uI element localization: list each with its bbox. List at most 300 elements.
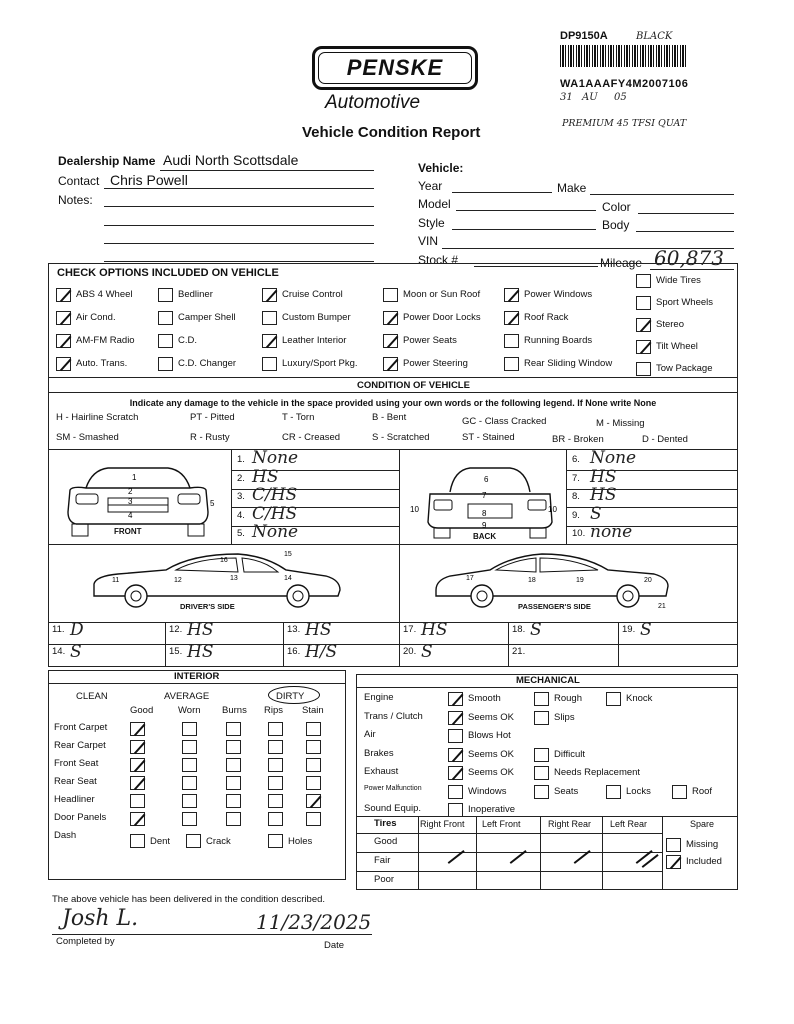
interior-row-door-panels: Door Panels [54,812,107,823]
svg-text:19: 19 [576,577,584,584]
mech-trans-clutch-slips-checkbox[interactable] [534,711,549,725]
mech-exhaust-seems-ok-checkbox[interactable] [448,766,463,780]
options-heading: CHECK OPTIONS INCLUDED ON VEHICLE [57,267,279,279]
side-entry-value[interactable]: S [70,642,82,662]
option-c-d-changer-checkbox[interactable] [158,357,173,371]
svg-text:4: 4 [128,511,133,520]
tires-col-rule [476,816,477,890]
option-air-cond-checkbox[interactable] [56,311,71,325]
option-rear-sliding-window-checkbox[interactable] [504,357,519,371]
svg-text:3: 3 [128,497,133,506]
option-tow-package-label: Tow Package [656,363,713,374]
driver-view-label: DRIVER'S SIDE [180,602,235,611]
interior-rear-carpet-burns-checkbox[interactable] [226,740,241,754]
option-rear-sliding-window-label: Rear Sliding Window [524,358,613,369]
side-entry-value[interactable]: S [530,620,542,640]
mech-exhaust-needs-replacement-label: Needs Replacement [554,767,641,778]
option-cruise-control-label: Cruise Control [282,289,343,300]
interior-col-stain: Stain [302,705,324,716]
interior-rear-carpet-good-checkbox[interactable] [130,740,145,754]
tires-col-spare: Spare [690,819,715,829]
side-entry-value[interactable]: D [70,620,84,640]
body-line [636,231,734,232]
option-auto-trans-checkbox[interactable] [56,357,71,371]
side-entry-value[interactable]: HS [421,620,448,640]
year-label: Year [418,179,443,193]
interior-row-headliner: Headliner [54,794,95,805]
svg-text:9: 9 [482,521,487,530]
side-entry-number: 16. [287,646,301,657]
svg-text:12: 12 [174,577,182,584]
back-entry-number: 6. [572,454,580,465]
tires-col-right-rear: Right Rear [548,819,592,829]
tires-row-rule [356,833,662,834]
average-label: AVERAGE [164,691,210,702]
side-entry-number: 19. [622,624,636,635]
back-entries-divider [566,449,567,544]
option-abs-4-wheel-label: ABS 4 Wheel [76,289,133,300]
option-bedliner-checkbox[interactable] [158,288,173,302]
mechanical-heading-rule [356,687,738,688]
front-entry-value[interactable]: HS [252,466,279,487]
mech-sound-equip-inoperative-checkbox[interactable] [448,803,463,817]
vin-barcode-text: WA1AAAFY4M2007106 [560,78,689,90]
mech-brakes-difficult-checkbox[interactable] [534,748,549,762]
notes-label: Notes: [58,193,93,207]
option-camper-shell-checkbox[interactable] [158,311,173,325]
option-roof-rack-checkbox[interactable] [504,311,519,325]
signature[interactable]: Josh L. [62,906,139,931]
interior-headliner-good-checkbox[interactable] [130,794,145,808]
barcode-meta-3: 05 [614,92,627,103]
car-passenger-side-diagram [432,550,672,610]
side-entry-divider [283,622,284,667]
back-entry-value[interactable]: S [590,503,602,524]
svg-text:18: 18 [528,577,536,584]
side-entry-number: 18. [512,624,526,635]
date-label: Date [324,940,345,951]
back-view-label: BACK [473,532,497,541]
dealership-value[interactable]: Audi North Scottsdale [163,152,299,168]
dirty-circle [268,686,320,704]
mech-row-brakes: Brakes [364,747,394,759]
dash-holes-checkbox[interactable] [268,834,283,848]
mech-row-trans-clutch: Trans / Clutch [364,710,423,722]
front-entry-value[interactable]: None [252,448,299,468]
option-stereo-checkbox[interactable] [636,318,651,332]
side-entry-value[interactable]: H/S [305,642,338,662]
mech-row-exhaust: Exhaust [364,766,399,777]
signature-line [52,934,372,935]
mech-power-malfunction-windows-label: Windows [468,785,507,797]
brand-subtitle: Automotive [325,92,421,113]
mech-power-malfunction-seats-label: Seats [554,785,579,797]
tires-col-left-rear: Left Rear [610,819,648,829]
side-entry-number: 12. [169,624,183,635]
options-bottom-rule [48,377,738,378]
trim-text: PREMIUM 45 TFSI QUAT [562,118,687,129]
legend-item: BR - Broken [552,434,604,445]
diagram-divider-h3 [48,644,738,645]
interior-front-carpet-worn-checkbox[interactable] [182,722,197,736]
back-entry-number: 8. [572,491,580,502]
year-line [452,192,552,193]
contact-label: Contact [58,174,100,188]
front-entry-value[interactable]: C/HS [252,485,298,505]
side-entry-number: 21. [512,646,526,657]
side-entry-divider [618,622,619,667]
option-camper-shell-label: Camper Shell [178,312,236,323]
spare-missing-label: Missing [686,839,719,850]
svg-text:14: 14 [284,575,292,582]
interior-front-seat-worn-checkbox[interactable] [182,758,197,772]
option-auto-trans-label: Auto. Trans. [76,358,128,369]
tires-col-rule [662,816,663,890]
model-line [456,210,596,211]
form-code: DP9150A [560,30,608,42]
mechanical-heading: MECHANICAL [516,675,580,686]
mech-brakes-seems-ok-checkbox[interactable] [448,748,463,762]
mech-trans-clutch-seems-ok-checkbox[interactable] [448,711,463,725]
mech-brakes-seems-ok-label: Seems OK [468,748,514,760]
contact-value[interactable]: Chris Powell [110,172,188,188]
body-label: Body [602,218,630,232]
option-luxury-sport-pkg-checkbox[interactable] [262,357,277,371]
back-entry-value[interactable]: HS [590,466,617,487]
option-stereo-label: Stereo [656,319,684,330]
option-roof-rack-label: Roof Rack [524,312,569,323]
notes-line-2 [104,225,374,226]
diagram-divider-h1 [48,544,738,545]
notes-line-1 [104,206,374,207]
front-entry-number: 3. [237,491,245,502]
legend-item: SM - Smashed [56,432,119,443]
condition-heading: CONDITION OF VEHICLE [357,380,470,391]
mech-trans-clutch-slips-label: Slips [554,711,575,723]
condition-instruction: Indicate any damage to the vehicle in the space provided using your own words or the following legend. If None write None [129,398,657,408]
svg-text:7: 7 [482,491,487,500]
tires-col-right-front: Right Front [420,819,465,829]
interior-front-carpet-burns-checkbox[interactable] [226,722,241,736]
option-leather-interior-label: Leather Interior [282,335,347,346]
interior-rear-seat-stain-checkbox[interactable] [306,776,321,790]
mech-exhaust-needs-replacement-checkbox[interactable] [534,766,549,780]
interior-door-panels-burns-checkbox[interactable] [226,812,241,826]
back-entry-value[interactable]: none [590,522,633,542]
svg-text:17: 17 [466,575,474,582]
option-cruise-control-checkbox[interactable] [262,288,277,302]
vin-label: VIN [418,234,439,248]
mech-power-malfunction-roof-label: Roof [692,785,713,797]
spare-included-checkbox[interactable] [666,855,681,869]
option-power-door-locks-checkbox[interactable] [383,311,398,325]
barcode-meta-2: AU [582,92,598,103]
front-view-label: FRONT [114,527,142,536]
front-entry-number: 2. [237,472,245,484]
spare-missing-checkbox[interactable] [666,838,681,852]
interior-rear-seat-burns-checkbox[interactable] [226,776,241,790]
legend-item: S - Scratched [372,432,430,443]
mech-power-malfunction-roof-checkbox[interactable] [672,785,687,799]
interior-headliner-stain-checkbox[interactable] [306,794,321,808]
side-entry-number: 11. [52,624,65,635]
back-entry-value[interactable]: HS [590,485,617,505]
completed-by-label: Completed by [56,936,115,947]
interior-front-carpet-stain-checkbox[interactable] [306,722,321,736]
side-entry-value[interactable]: HS [187,620,214,640]
front-entry-value[interactable]: None [252,522,299,542]
side-entry-number: 20. [403,646,417,657]
interior-front-seat-good-checkbox[interactable] [130,758,145,772]
dash-dent-checkbox[interactable] [130,834,145,848]
option-power-steering-checkbox[interactable] [383,357,398,371]
option-wide-tires-checkbox[interactable] [636,274,651,288]
mech-brakes-difficult-label: Difficult [554,748,585,760]
option-moon-or-sun-roof-checkbox[interactable] [383,288,398,302]
interior-rear-seat-rips-checkbox[interactable] [268,776,283,790]
side-entry-number: 14. [52,646,66,657]
svg-text:1: 1 [132,473,137,482]
interior-door-panels-worn-checkbox[interactable] [182,812,197,826]
interior-col-good: Good [130,705,154,716]
legend-item: ST - Stained [462,432,515,443]
dash-crack-checkbox[interactable] [186,834,201,848]
svg-text:15: 15 [284,551,292,558]
mech-row-air: Air [364,729,376,740]
style-line [452,229,596,230]
model-label: Model [418,197,451,211]
interior-door-panels-stain-checkbox[interactable] [306,812,321,826]
dash-label: Dash [54,830,77,841]
option-c-d-checkbox[interactable] [158,334,173,348]
car-back-diagram [410,462,560,540]
interior-front-seat-stain-checkbox[interactable] [306,758,321,772]
option-abs-4-wheel-checkbox[interactable] [56,288,71,302]
option-power-steering-label: Power Steering [403,358,468,369]
option-power-windows-label: Power Windows [524,289,593,300]
side-entry-value[interactable]: HS [187,642,214,662]
option-power-windows-checkbox[interactable] [504,288,519,302]
option-c-d-label: C.D. [178,335,197,346]
option-moon-or-sun-roof-label: Moon or Sun Roof [403,289,481,300]
mech-engine-smooth-label: Smooth [468,693,501,704]
svg-text:10: 10 [548,505,557,514]
side-entry-number: 15. [169,646,183,657]
tires-col-rule [418,816,419,890]
side-entry-value[interactable]: S [421,642,433,662]
interior-front-carpet-good-checkbox[interactable] [130,722,145,736]
option-running-boards-checkbox[interactable] [504,334,519,348]
back-entry-value[interactable]: None [590,448,637,468]
tires-col-rule [540,816,541,890]
interior-rear-seat-good-checkbox[interactable] [130,776,145,790]
clean-label: CLEAN [76,691,108,702]
option-sport-wheels-label: Sport Wheels [656,297,714,308]
interior-rear-carpet-rips-checkbox[interactable] [268,740,283,754]
option-leather-interior-checkbox[interactable] [262,334,277,348]
dash-holes-label: Holes [288,836,313,847]
interior-front-seat-burns-checkbox[interactable] [226,758,241,772]
tires-row-fair: Fair [374,855,391,866]
mech-sound-equip-inoperative-label: Inoperative [468,804,516,815]
option-power-seats-label: Power Seats [403,335,457,346]
mech-exhaust-seems-ok-label: Seems OK [468,767,514,778]
mech-engine-knock-checkbox[interactable] [606,692,621,706]
mech-row-engine: Engine [364,692,394,703]
delivery-statement: The above vehicle has been delivered in the condition described. [52,894,326,905]
tires-col-rule [602,816,603,890]
paint-code: BLACK [636,31,673,42]
mech-engine-rough-label: Rough [554,693,582,704]
interior-col-burns: Burns [222,705,247,716]
spare-included-label: Included [686,856,722,867]
tires-row-good: Good [374,836,398,847]
dealership-line [160,170,374,171]
back-entry-number: 10. [572,528,586,539]
mech-row-power-malfunction: Power Malfunction [364,784,422,792]
interior-headliner-worn-checkbox[interactable] [182,794,197,808]
interior-col-worn: Worn [178,705,201,716]
front-entry-number: 4. [237,509,245,521]
stock-label: Stock # [418,253,459,267]
back-entry-number: 9. [572,509,580,521]
front-entry-number: 1. [237,454,245,465]
tires-top-rule [356,816,738,817]
interior-col-rips: Rips [264,705,284,716]
diagram-divider-v [399,449,400,667]
mech-engine-smooth-checkbox[interactable] [448,692,463,706]
legend-item: R - Rusty [190,432,230,443]
svg-text:6: 6 [484,475,489,484]
option-power-door-locks-label: Power Door Locks [403,312,481,323]
brand-name: PENSKE [346,55,444,80]
legend-item: T - Torn [282,412,315,423]
contact-line [104,188,374,189]
option-c-d-changer-label: C.D. Changer [178,358,237,369]
mech-trans-clutch-seems-ok-label: Seems OK [468,711,514,723]
svg-text:8: 8 [482,509,487,518]
front-entry-value[interactable]: C/HS [252,503,298,524]
diagram-divider-h2 [48,622,738,623]
interior-rear-carpet-worn-checkbox[interactable] [182,740,197,754]
tires-row-rule [356,871,662,872]
option-bedliner-label: Bedliner [178,289,213,300]
notes-line-4 [104,261,374,262]
side-entry-number: 17. [403,624,417,635]
svg-text:20: 20 [644,577,652,584]
side-entry-value[interactable]: S [640,620,652,640]
side-entry-divider [508,622,509,667]
option-am-fm-radio-checkbox[interactable] [56,334,71,348]
interior-door-panels-good-checkbox[interactable] [130,812,145,826]
interior-front-seat-rips-checkbox[interactable] [268,758,283,772]
mech-air-blows-hot-checkbox[interactable] [448,729,463,743]
interior-rear-seat-worn-checkbox[interactable] [182,776,197,790]
make-label: Make [557,181,587,195]
legend-item: H - Hairline Scratch [56,412,139,423]
tires-col-left-front: Left Front [482,819,521,829]
car-driver-side-diagram [88,550,348,610]
vin-barcode [560,45,686,67]
option-custom-bumper-checkbox[interactable] [262,311,277,325]
form-title: Vehicle Condition Report [302,124,481,141]
option-running-boards-label: Running Boards [524,335,593,346]
option-custom-bumper-label: Custom Bumper [282,312,351,323]
style-label: Style [418,216,445,230]
dealership-label: Dealership Name [58,154,156,168]
dirty-label: DIRTY [276,691,305,702]
option-tilt-wheel-checkbox[interactable] [636,340,651,354]
mech-power-malfunction-windows-checkbox[interactable] [448,785,463,799]
legend-item: B - Bent [372,412,407,423]
mileage-value[interactable]: 60,873 [654,246,724,270]
interior-row-rear-seat: Rear Seat [54,776,97,787]
svg-text:16: 16 [220,557,228,564]
interior-heading: INTERIOR [174,671,220,682]
side-entry-value[interactable]: HS [305,620,332,640]
option-wide-tires-label: Wide Tires [656,275,701,286]
side-entry-divider [165,622,166,667]
option-sport-wheels-checkbox[interactable] [636,296,651,310]
tires-row-poor: Poor [374,874,395,885]
barcode-meta-1: 31 [560,92,573,103]
option-tow-package-checkbox[interactable] [636,362,651,376]
interior-heading-rule [48,683,346,684]
vehicle-heading: Vehicle: [418,161,464,175]
mech-engine-rough-checkbox[interactable] [534,692,549,706]
side-entry-number: 13. [287,624,301,635]
option-air-cond-label: Air Cond. [76,312,116,323]
color-label: Color [602,200,631,214]
interior-row-front-seat: Front Seat [54,758,99,769]
date-value[interactable]: 11/23/2025 [256,910,372,934]
svg-text:5: 5 [210,499,215,508]
svg-text:13: 13 [230,575,238,582]
make-line [590,194,734,195]
legend-item: M - Missing [596,418,645,429]
mech-power-malfunction-locks-checkbox[interactable] [606,785,621,799]
interior-headliner-rips-checkbox[interactable] [268,794,283,808]
option-power-seats-checkbox[interactable] [383,334,398,348]
mech-power-malfunction-locks-label: Locks [626,785,651,797]
front-entry-number: 5. [237,528,245,539]
penske-logo [312,46,478,90]
legend-item: CR - Creased [282,432,341,443]
interior-door-panels-rips-checkbox[interactable] [268,812,283,826]
back-entry-number: 7. [572,472,580,484]
interior-row-rear-carpet: Rear Carpet [54,740,106,751]
mech-power-malfunction-seats-checkbox[interactable] [534,785,549,799]
interior-headliner-burns-checkbox[interactable] [226,794,241,808]
svg-text:10: 10 [410,505,419,514]
color-line [638,213,734,214]
front-entries-divider [231,449,232,544]
tires-row-rule [356,852,662,853]
mech-row-sound-equip: Sound Equip. [364,803,422,814]
mileage-label: Mileage [600,256,643,270]
interior-front-carpet-rips-checkbox[interactable] [268,722,283,736]
dash-crack-label: Crack [206,836,231,847]
interior-rear-carpet-stain-checkbox[interactable] [306,740,321,754]
legend-item: PT - Pitted [190,412,235,423]
svg-text:2: 2 [128,487,133,496]
notes-line-3 [104,243,374,244]
legend-item: GC - Class Cracked [462,416,547,427]
interior-row-front-carpet: Front Carpet [54,722,108,733]
option-luxury-sport-pkg-label: Luxury/Sport Pkg. [282,358,358,369]
mech-air-blows-hot-label: Blows Hot [468,730,511,741]
svg-text:11: 11 [112,577,120,584]
